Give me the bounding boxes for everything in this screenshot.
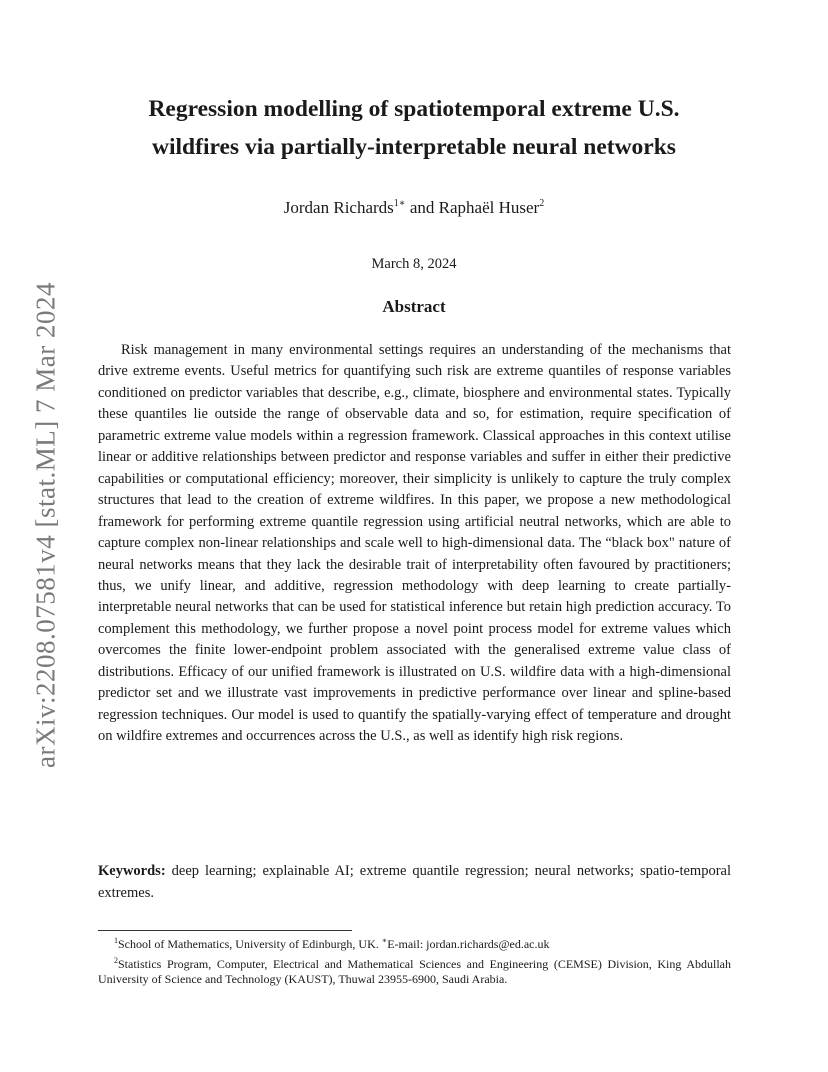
footnote-1-email-mark: ∗ (381, 936, 388, 945)
author-list (90, 198, 738, 218)
title-line-2: wildfires via partially-interpretable neural networks (152, 134, 676, 160)
footnote-2-affiliation: Statistics Program, Computer, Electrical and Mathematical Sciences and Engineering (CEMSE) Division, King Abdullah University of Science and Technology (KAUST), Thuwal 23955-6900, Saudi Arabia. (98, 956, 731, 986)
keywords-text: deep learning; explainable AI; extreme quantile regression; neural networks; spatio-temporal extremes. (98, 863, 732, 901)
footnote-1-affiliation: School of Mathematics, University of Edinburgh, UK. (118, 937, 382, 951)
paper-title (90, 90, 738, 166)
title-line-1: Regression modelling of spatiotemporal extreme U.S. (148, 96, 680, 122)
arxiv-identifier-stamp: arXiv:2208.07581v4 [stat.ML] 7 Mar 2024 (30, 282, 61, 768)
abstract-text: Risk management in many environmental settings requires an understanding of the mechanisms that drive extreme events. Useful metrics for quantifying such risk are extreme quantiles of response variables conditioned on predictor variables that describe, e.g., climate, biosphere and environmental states. Typically these quantiles lie outside the range of observable data and so, for estimation, require specification of parametric extreme value models within a regression framework. Classical approaches in this context utilise linear or additive relationships between predictor and response variables and suffer in either their predictive capabilities or computational efficiency; moreover, their simplicity is unlikely to capture the truly complex structures that lead to the creation of extreme wildfires. In this paper, we propose a new methodological framework for performing extreme quantile regression using artificial neutral networks, which are able to capture complex non-linear relationships and scale well to high-dimensional data. The “black box" nature of neural networks means that they lack the desirable trait of interpretability often favoured by practitioners; thus, we unify linear, and additive, regression methodology with deep learning to create partially-interpretable neural networks that can be used for statistical inference but retain high prediction accuracy. To complement this methodology, we further propose a novel point process model for extreme values which overcomes the finite lower-endpoint problem associated with the generalised extreme value class of distributions. Efficacy of our unified framework is illustrated on U.S. wildfire data with a high-dimensional predictor set and we illustrate vast improvements in predictive performance over linear and spline-based regression techniques. Our model is used to quantify the spatially-varying effect of temperature and drought on wildfire extremes and occurrences across the U.S., as well as identify high risk regions. (98, 342, 731, 745)
footnote-2-mark: 2 (114, 955, 118, 965)
footnote-1-mark: 1 (114, 936, 118, 945)
publication-date: March 8, 2024 (371, 256, 457, 272)
footnote-divider (98, 930, 352, 931)
footnote-2 (98, 953, 731, 988)
keywords-section (98, 861, 731, 904)
author-2-affiliation-mark: 2 (539, 198, 545, 209)
footnotes (98, 933, 731, 988)
abstract-heading: Abstract (382, 297, 446, 316)
author-1-affiliation-mark: 1∗ (393, 198, 406, 209)
footnote-1 (98, 933, 731, 953)
keywords-label: Keywords: (98, 863, 166, 879)
author-name-1: Jordan Richards (283, 198, 394, 217)
footnote-1-email: E-mail: jordan.richards@ed.ac.uk (387, 937, 550, 951)
author-connector: and (405, 198, 439, 217)
author-name-2: Raphaël Huser (438, 198, 540, 217)
